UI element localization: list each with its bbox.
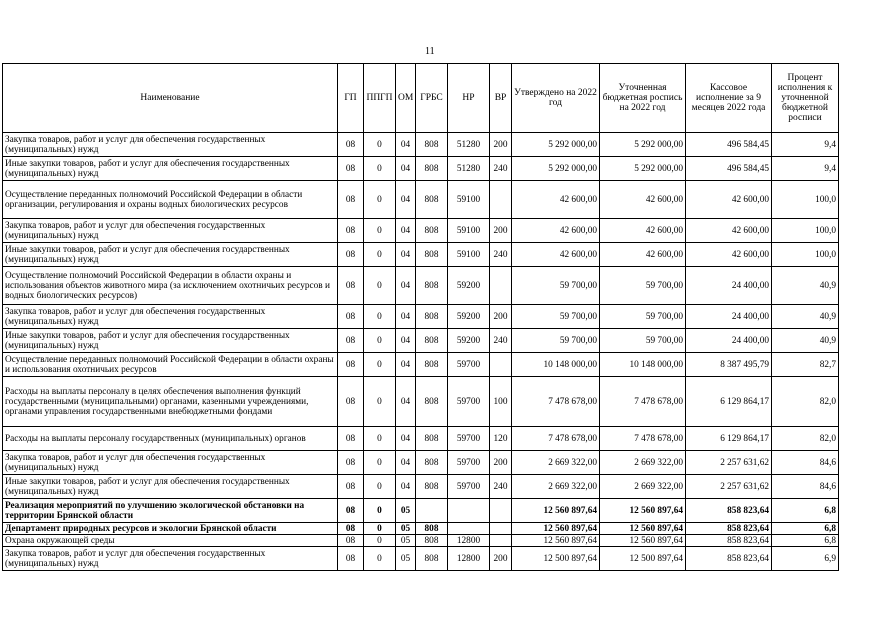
cell-gp: 08 [338,427,364,451]
cell-approved: 2 669 322,00 [512,475,600,499]
cell-approved: 12 560 897,64 [512,499,600,523]
cell-grbs: 808 [416,267,448,305]
table-body [3,133,839,571]
table-row [3,377,839,427]
cell-approved: 12 560 897,64 [512,523,600,535]
cell-grbs: 808 [416,451,448,475]
cell-om: 04 [396,181,416,219]
cell-grbs: 808 [416,523,448,535]
cell-cash: 8 387 495,79 [686,353,772,377]
cell-approved: 59 700,00 [512,329,600,353]
header-percent: Процент исполнения к уточненной бюджетной росписи [772,64,839,133]
cell-cash: 6 129 864,17 [686,377,772,427]
cell-percent: 82,0 [772,377,839,427]
table-row [3,535,839,547]
cell-om: 05 [396,547,416,571]
header-row [3,64,839,133]
table-row [3,219,839,243]
cell-ppgp: 0 [364,133,396,157]
cell-cash: 42 600,00 [686,219,772,243]
header-name: Наименование [3,64,338,133]
cell-refined: 12 560 897,64 [600,535,686,547]
cell-refined: 5 292 000,00 [600,133,686,157]
cell-np: 59700 [448,353,490,377]
cell-np: 59200 [448,329,490,353]
cell-np: 12800 [448,547,490,571]
cell-grbs: 808 [416,535,448,547]
cell-np: 59700 [448,377,490,427]
cell-vr: 100 [490,377,512,427]
cell-percent: 40,9 [772,329,839,353]
cell-name: Реализация мероприятий по улучшению экологической обстановки на территории Брянской области [3,499,338,523]
cell-approved: 42 600,00 [512,219,600,243]
cell-om: 04 [396,427,416,451]
cell-approved: 7 478 678,00 [512,427,600,451]
table-row [3,157,839,181]
cell-gp: 08 [338,133,364,157]
cell-refined: 42 600,00 [600,181,686,219]
cell-name: Охрана окружающей среды [3,535,338,547]
cell-om: 04 [396,243,416,267]
header-grbs: ГРБС [416,64,448,133]
header-cash: Кассовое исполнение за 9 месяцев 2022 года [686,64,772,133]
cell-name: Расходы на выплаты персоналу в целях обеспечения выполнения функций государственными (муниципальными) органами, казенными учреждениями, органами управления государственными внебюджетными фондами [3,377,338,427]
cell-cash: 2 257 631,62 [686,475,772,499]
table-row [3,547,839,571]
cell-gp: 08 [338,181,364,219]
cell-gp: 08 [338,547,364,571]
cell-ppgp: 0 [364,523,396,535]
cell-vr: 200 [490,547,512,571]
cell-grbs: 808 [416,133,448,157]
cell-percent: 9,4 [772,133,839,157]
cell-gp: 08 [338,523,364,535]
header-np: НР [448,64,490,133]
cell-refined: 5 292 000,00 [600,157,686,181]
cell-percent: 40,9 [772,305,839,329]
cell-vr: 200 [490,133,512,157]
cell-ppgp: 0 [364,377,396,427]
cell-gp: 08 [338,475,364,499]
cell-vr [490,267,512,305]
cell-gp: 08 [338,329,364,353]
cell-vr [490,353,512,377]
cell-cash: 42 600,00 [686,243,772,267]
cell-refined: 59 700,00 [600,305,686,329]
cell-ppgp: 0 [364,499,396,523]
cell-refined: 2 669 322,00 [600,451,686,475]
table-row [3,329,839,353]
cell-om: 04 [396,157,416,181]
cell-percent: 100,0 [772,181,839,219]
table-row [3,451,839,475]
cell-vr: 240 [490,157,512,181]
cell-name: Департамент природных ресурсов и экологии Брянской области [3,523,338,535]
cell-om: 05 [396,499,416,523]
cell-vr: 200 [490,451,512,475]
cell-gp: 08 [338,219,364,243]
table-row [3,133,839,157]
table-row [3,181,839,219]
header-ppgp: ППГП [364,64,396,133]
cell-vr [490,523,512,535]
cell-cash: 42 600,00 [686,181,772,219]
cell-ppgp: 0 [364,305,396,329]
cell-cash: 6 129 864,17 [686,427,772,451]
cell-om: 05 [396,535,416,547]
header-om: ОМ [396,64,416,133]
cell-name: Иные закупки товаров, работ и услуг для обеспечения государственных (муниципальных) нужд [3,157,338,181]
table-row [3,523,839,535]
cell-np: 59100 [448,219,490,243]
cell-percent: 82,0 [772,427,839,451]
cell-percent: 6,8 [772,523,839,535]
cell-name: Закупка товаров, работ и услуг для обеспечения государственных (муниципальных) нужд [3,133,338,157]
cell-ppgp: 0 [364,451,396,475]
cell-refined: 10 148 000,00 [600,353,686,377]
cell-approved: 5 292 000,00 [512,133,600,157]
cell-percent: 6,8 [772,535,839,547]
cell-ppgp: 0 [364,353,396,377]
cell-np: 59700 [448,451,490,475]
cell-refined: 42 600,00 [600,219,686,243]
table-row [3,305,839,329]
cell-vr: 200 [490,219,512,243]
cell-refined: 12 560 897,64 [600,499,686,523]
cell-gp: 08 [338,451,364,475]
cell-name: Иные закупки товаров, работ и услуг для обеспечения государственных (муниципальных) нужд [3,475,338,499]
table-row [3,475,839,499]
cell-ppgp: 0 [364,547,396,571]
cell-om: 04 [396,133,416,157]
cell-grbs: 808 [416,219,448,243]
cell-np: 59200 [448,305,490,329]
cell-name: Закупка товаров, работ и услуг для обеспечения государственных (муниципальных) нужд [3,219,338,243]
cell-approved: 59 700,00 [512,267,600,305]
header-gp: ГП [338,64,364,133]
cell-gp: 08 [338,305,364,329]
cell-ppgp: 0 [364,181,396,219]
table-row [3,267,839,305]
cell-cash: 496 584,45 [686,157,772,181]
cell-percent: 40,9 [772,267,839,305]
cell-vr [490,499,512,523]
cell-refined: 7 478 678,00 [600,377,686,427]
cell-gp: 08 [338,535,364,547]
cell-cash: 858 823,64 [686,535,772,547]
cell-approved: 42 600,00 [512,181,600,219]
cell-percent: 100,0 [772,219,839,243]
cell-name: Иные закупки товаров, работ и услуг для обеспечения государственных (муниципальных) нужд [3,243,338,267]
cell-np: 12800 [448,535,490,547]
cell-grbs: 808 [416,305,448,329]
cell-name: Осуществление переданных полномочий Российской Федерации в области охраны и использования охотничьих ресурсов [3,353,338,377]
cell-approved: 10 148 000,00 [512,353,600,377]
cell-np: 59200 [448,267,490,305]
cell-grbs: 808 [416,181,448,219]
cell-ppgp: 0 [364,475,396,499]
table-row [3,353,839,377]
cell-gp: 08 [338,377,364,427]
cell-vr: 200 [490,305,512,329]
cell-ppgp: 0 [364,219,396,243]
cell-refined: 59 700,00 [600,267,686,305]
cell-vr: 240 [490,475,512,499]
header-vr: ВР [490,64,512,133]
table-row [3,243,839,267]
cell-om: 04 [396,329,416,353]
cell-cash: 24 400,00 [686,305,772,329]
cell-cash: 858 823,64 [686,547,772,571]
cell-approved: 2 669 322,00 [512,451,600,475]
cell-gp: 08 [338,157,364,181]
cell-ppgp: 0 [364,267,396,305]
header-approved: Утверждено на 2022 год [512,64,600,133]
cell-percent: 6,8 [772,499,839,523]
table-row [3,427,839,451]
header-refined: Уточненная бюджетная роспись на 2022 год [600,64,686,133]
cell-percent: 9,4 [772,157,839,181]
cell-name: Закупка товаров, работ и услуг для обеспечения государственных (муниципальных) нужд [3,305,338,329]
cell-vr: 120 [490,427,512,451]
cell-name: Закупка товаров, работ и услуг для обеспечения государственных (муниципальных) нужд [3,451,338,475]
cell-ppgp: 0 [364,243,396,267]
cell-gp: 08 [338,243,364,267]
cell-cash: 24 400,00 [686,267,772,305]
cell-approved: 59 700,00 [512,305,600,329]
page-number: 11 [425,46,435,57]
cell-np: 59700 [448,427,490,451]
cell-gp: 08 [338,353,364,377]
cell-vr [490,535,512,547]
cell-grbs: 808 [416,329,448,353]
cell-np [448,499,490,523]
cell-vr: 240 [490,329,512,353]
cell-cash: 496 584,45 [686,133,772,157]
cell-vr [490,181,512,219]
cell-grbs: 808 [416,427,448,451]
table-row [3,499,839,523]
cell-name: Осуществление полномочий Российской Федерации в области охраны и использования объектов животного мира (за исключением охотничьих ресурсов и водных биологических ресурсов) [3,267,338,305]
cell-percent: 82,7 [772,353,839,377]
cell-refined: 42 600,00 [600,243,686,267]
cell-grbs: 808 [416,353,448,377]
cell-cash: 24 400,00 [686,329,772,353]
cell-om: 04 [396,267,416,305]
cell-approved: 7 478 678,00 [512,377,600,427]
cell-om: 04 [396,451,416,475]
cell-grbs: 808 [416,377,448,427]
cell-om: 04 [396,377,416,427]
cell-om: 05 [396,523,416,535]
budget-table [2,63,839,571]
cell-gp: 08 [338,267,364,305]
cell-vr: 240 [490,243,512,267]
cell-approved: 42 600,00 [512,243,600,267]
cell-name: Закупка товаров, работ и услуг для обеспечения государственных (муниципальных) нужд [3,547,338,571]
cell-om: 04 [396,353,416,377]
cell-np: 59100 [448,181,490,219]
cell-grbs: 808 [416,547,448,571]
cell-name: Иные закупки товаров, работ и услуг для обеспечения государственных (муниципальных) нужд [3,329,338,353]
cell-cash: 2 257 631,62 [686,451,772,475]
cell-refined: 12 560 897,64 [600,523,686,535]
cell-ppgp: 0 [364,427,396,451]
cell-approved: 12 560 897,64 [512,535,600,547]
cell-om: 04 [396,219,416,243]
cell-refined: 7 478 678,00 [600,427,686,451]
cell-grbs: 808 [416,475,448,499]
cell-grbs [416,499,448,523]
cell-np: 59700 [448,475,490,499]
cell-name: Расходы на выплаты персоналу государственных (муниципальных) органов [3,427,338,451]
cell-om: 04 [396,305,416,329]
cell-refined: 59 700,00 [600,329,686,353]
cell-ppgp: 0 [364,157,396,181]
cell-percent: 100,0 [772,243,839,267]
cell-percent: 84,6 [772,451,839,475]
cell-percent: 84,6 [772,475,839,499]
cell-grbs: 808 [416,157,448,181]
cell-approved: 12 500 897,64 [512,547,600,571]
cell-ppgp: 0 [364,535,396,547]
cell-np: 51280 [448,157,490,181]
cell-percent: 6,9 [772,547,839,571]
cell-refined: 12 500 897,64 [600,547,686,571]
cell-cash: 858 823,64 [686,499,772,523]
cell-cash: 858 823,64 [686,523,772,535]
cell-np: 51280 [448,133,490,157]
cell-om: 04 [396,475,416,499]
cell-ppgp: 0 [364,329,396,353]
cell-name: Осуществление переданных полномочий Российской Федерации в области организации, регулирования и охраны водных биологических ресурсов [3,181,338,219]
cell-np [448,523,490,535]
cell-refined: 2 669 322,00 [600,475,686,499]
cell-np: 59100 [448,243,490,267]
cell-grbs: 808 [416,243,448,267]
cell-approved: 5 292 000,00 [512,157,600,181]
cell-gp: 08 [338,499,364,523]
